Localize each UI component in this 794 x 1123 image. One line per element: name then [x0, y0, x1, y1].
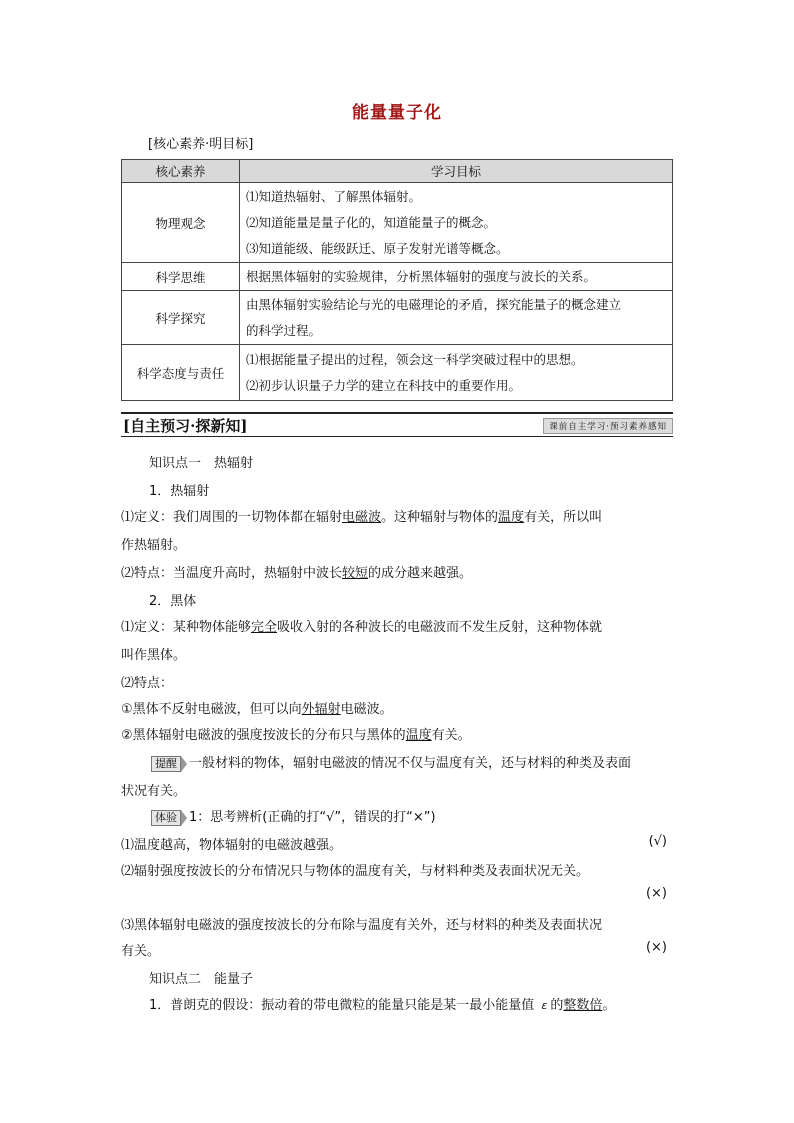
- row-category: 科学态度与责任: [122, 345, 240, 401]
- underlined-answer: 较短: [342, 566, 369, 581]
- text: 。: [602, 998, 616, 1013]
- answer-mark: (×): [645, 886, 667, 901]
- subsection-title: 2．黑体: [149, 594, 197, 609]
- paragraph: [121, 698, 393, 717]
- text: 一般材料的物体，辐射电磁波的情况不仅与温度有关，还与材料的种类及表面: [189, 756, 632, 771]
- knowledge-point-heading: 知识点一 热辐射: [149, 456, 254, 471]
- tip-tag: 提醒: [151, 756, 181, 772]
- paragraph: [121, 506, 602, 525]
- table-row: [122, 183, 673, 263]
- paragraph-continuation: 状况有关。: [121, 784, 187, 799]
- tip-paragraph: [151, 752, 631, 772]
- goal-line: ⑵初步认识量子力学的建立在科技中的重要作用。: [246, 377, 522, 393]
- goal-line: 由黑体辐射实验结论与光的电磁理论的矛盾，探究能量子的概念建立: [246, 296, 622, 312]
- row-goals: [240, 183, 673, 263]
- row-goals: [240, 345, 673, 401]
- question: ⑵辐射强度按波长的分布情况只与物体的温度有关，与材料种类及表面状况无关。: [121, 864, 590, 879]
- exercise-tag: 体验: [151, 810, 181, 826]
- underlined-answer: 温度: [498, 510, 525, 525]
- text: ⑴定义：我们周围的一切物体都在辐射: [121, 510, 343, 525]
- row-category: 科学思维: [122, 263, 240, 291]
- goal-line: ⑴根据能量子提出的过程，领会这一科学突破过程中的思想。: [246, 351, 584, 367]
- paragraph: [121, 616, 602, 635]
- row-category: 科学探究: [122, 291, 240, 345]
- underlined-answer: 电磁波: [342, 510, 382, 525]
- goal-line: ⑵知道能量是量子化的，知道能量子的概念。: [246, 214, 497, 230]
- section-label: [核心素养·明目标]: [148, 137, 254, 152]
- goal-line: ⑴知道热辐射、了解黑体辐射。: [246, 188, 422, 204]
- question: ⑶黑体辐射电磁波的强度按波长的分布除与温度有关外，还与材料的种类及表面状况: [121, 918, 603, 933]
- epsilon-symbol: ε: [541, 999, 548, 1012]
- paragraph: [149, 994, 615, 1013]
- paragraph-continuation: 作热辐射。: [121, 538, 187, 553]
- text: 有关，所以叫: [524, 510, 603, 525]
- banner-title: [自主预习·探新知]: [123, 417, 248, 435]
- paragraph: ⑵特点：: [121, 676, 174, 691]
- table-header-row: [122, 160, 673, 183]
- banner-badge: 课前自主学习·预习素养感知: [543, 418, 673, 434]
- text: 电磁波。: [340, 702, 393, 717]
- paragraph-continuation: 叫作黑体。: [121, 648, 187, 663]
- text: 1：思考辨析(正确的打“√”，错误的打“×”): [189, 810, 436, 825]
- knowledge-point-heading: 知识点二 能量子: [149, 972, 254, 987]
- row-category: 物理观念: [122, 183, 240, 263]
- text: 。这种辐射与物体的: [381, 510, 499, 525]
- section-banner: [121, 412, 673, 437]
- text: ②黑体辐射电磁波的强度按波长的分布只与黑体的: [121, 728, 406, 743]
- question-continuation: [121, 940, 673, 959]
- text: 的成分越来越强。: [368, 566, 473, 581]
- underlined-answer: 整数倍: [563, 998, 603, 1013]
- paragraph: [121, 724, 471, 743]
- table-row: [122, 263, 673, 291]
- text: 有关。: [431, 728, 471, 743]
- goal-line: ⑶知道能级、能级跃迁、原子发射光谱等概念。: [246, 240, 509, 256]
- text: ⑵特点：当温度升高时，热辐射中波长: [121, 566, 343, 581]
- text: 吸收入射的各种波长的电磁波而不发生反射，这种物体就: [277, 620, 603, 635]
- question-text: ⑴温度越高，物体辐射的电磁波越强。: [121, 838, 343, 853]
- question-text: 有关。: [121, 944, 161, 959]
- header-goals: 学习目标: [240, 160, 673, 183]
- page-title: 能量量子化: [352, 103, 442, 123]
- answer-mark: (√): [648, 834, 667, 849]
- table-row: [122, 291, 673, 345]
- text: 的: [550, 998, 564, 1013]
- table-row: [122, 345, 673, 401]
- goals-table: [121, 159, 673, 401]
- row-goals: [240, 263, 673, 291]
- exercise-heading: [151, 806, 436, 826]
- question: [121, 834, 673, 853]
- goal-line: 的科学过程。: [246, 322, 322, 338]
- text: ①黑体不反射电磁波，但可以向: [121, 702, 302, 717]
- underlined-answer: 外辐射: [301, 702, 341, 717]
- underlined-answer: 完全: [251, 620, 278, 635]
- paragraph: [121, 562, 472, 581]
- goal-line: 根据黑体辐射的实验规律，分析黑体辐射的强度与波长的关系。: [246, 268, 597, 284]
- underlined-answer: 温度: [405, 728, 432, 743]
- subsection-title: 1．热辐射: [149, 484, 210, 499]
- row-goals: [240, 291, 673, 345]
- header-category: 核心素养: [122, 160, 240, 183]
- text: ⑴定义：某种物体能够: [121, 620, 252, 635]
- answer-mark: (×): [645, 940, 667, 955]
- text: 1．普朗克的假设：振动着的带电微粒的能量只能是某一最小能量值: [149, 998, 535, 1013]
